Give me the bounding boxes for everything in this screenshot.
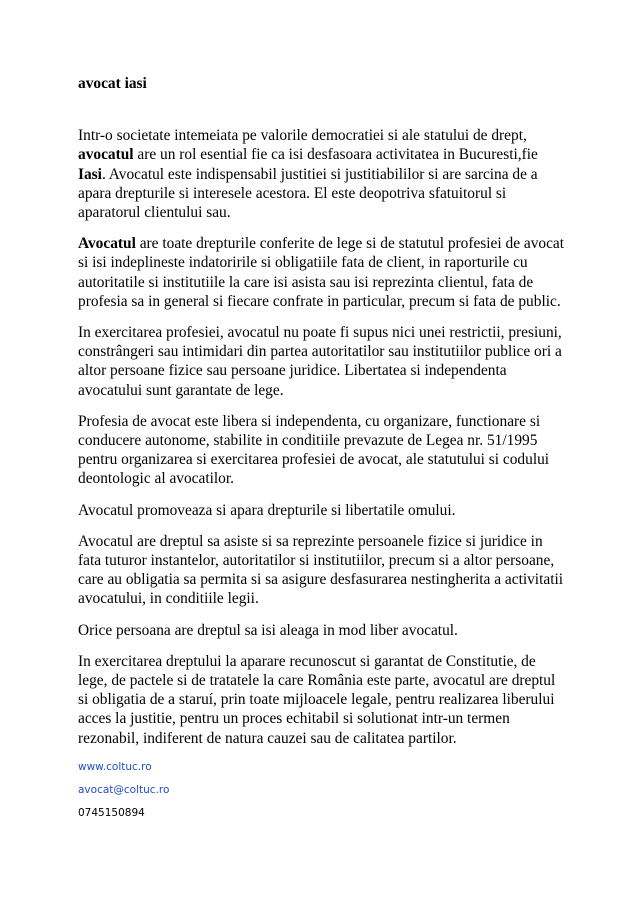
website-link[interactable]: www.coltuc.ro (78, 760, 152, 773)
email-link[interactable]: avocat@coltuc.ro (78, 783, 170, 796)
paragraph-1-text-c: are un rol esential fie ca isi desfasoara activitatea in Bucuresti,fie (133, 146, 538, 164)
document-content (78, 74, 568, 829)
keyword-avocatul-2: Avocatul (78, 235, 136, 253)
paragraph-5: Avocatul promoveaza si apara drepturile si libertatile omului. (78, 501, 456, 519)
paragraph-4: Profesia de avocat este libera si independenta, cu organizare, functionare si conducere autonome, stabilite in conditiile prevazute de Legea nr. 51/1995 pentru organizarea si exercitarea profesiei de avocat, ale statutului si codului deontologic al avocatilor. (78, 412, 550, 488)
keyword-avocatul: avocatul (78, 146, 134, 164)
contact-footer (78, 760, 568, 820)
paragraph-8: In exercitarea dreptului la aparare recunoscut si garantat de Constitutie, de lege, de pactele si de tratatele la care România este parte, avocatul are dreptul si obligatia de a staruí, prin toate mijloacele legale, pentru realizarea liberului acces la justitie, pentru un proces echitabil si solutionat intr-un termen rezonabil, indiferent de natura cauzei sau de calitatea partilor. (78, 652, 556, 747)
phone-number: 0745150894 (78, 806, 145, 819)
paragraph-2 (78, 234, 568, 311)
paragraph-6: Avocatul are dreptul sa asiste si sa reprezinte persoanele fizice si juridice in fata tuturor instantelor, autoritatilor si institutiilor, precum si a altor persoane, care au obligatia sa permita si sa asigure desfasurarea nestingherita a activitatii avocatului, in conditiile legii. (78, 532, 564, 608)
paragraph-1-text-e: . Avocatul este indispensabil justitiei si justitiabililor si are sarcina de a apara drepturile si interesele acestora. El este deopotriva sfatuitorul si aparatorul clientului sau. (78, 165, 538, 222)
paragraph-1 (78, 126, 568, 222)
paragraph-3: In exercitarea profesiei, avocatul nu poate fi supus nici unei restrictii, presiuni, constrângeri sau intimidari din partea autoritatilor sau institutiilor publice ori a altor persoane fizice sau persoane juridice. Libertatea si independenta avocatului sunt garantate de lege. (78, 324, 562, 399)
paragraph-7: Orice persoana are dreptul sa isi aleaga in mod liber avocatul. (78, 621, 458, 639)
paragraph-1-text-a: Intr-o societate intemeiata pe valorile democratiei si ale statului de drept, (78, 127, 527, 145)
keyword-iasi: Iasi (78, 165, 102, 183)
paragraph-2-text: are toate drepturile conferite de lege si de statutul profesiei de avocat si isi indeplineste indatoririle si obligatiile fata de client, in raporturile cu autoritatile si institutiile la care isi asista sau isi reprezinta clientul, fata de profesia sa in general si fiecare confrate in particular, precum si fata de public. (78, 235, 565, 310)
document-title: avocat iasi (78, 75, 147, 92)
